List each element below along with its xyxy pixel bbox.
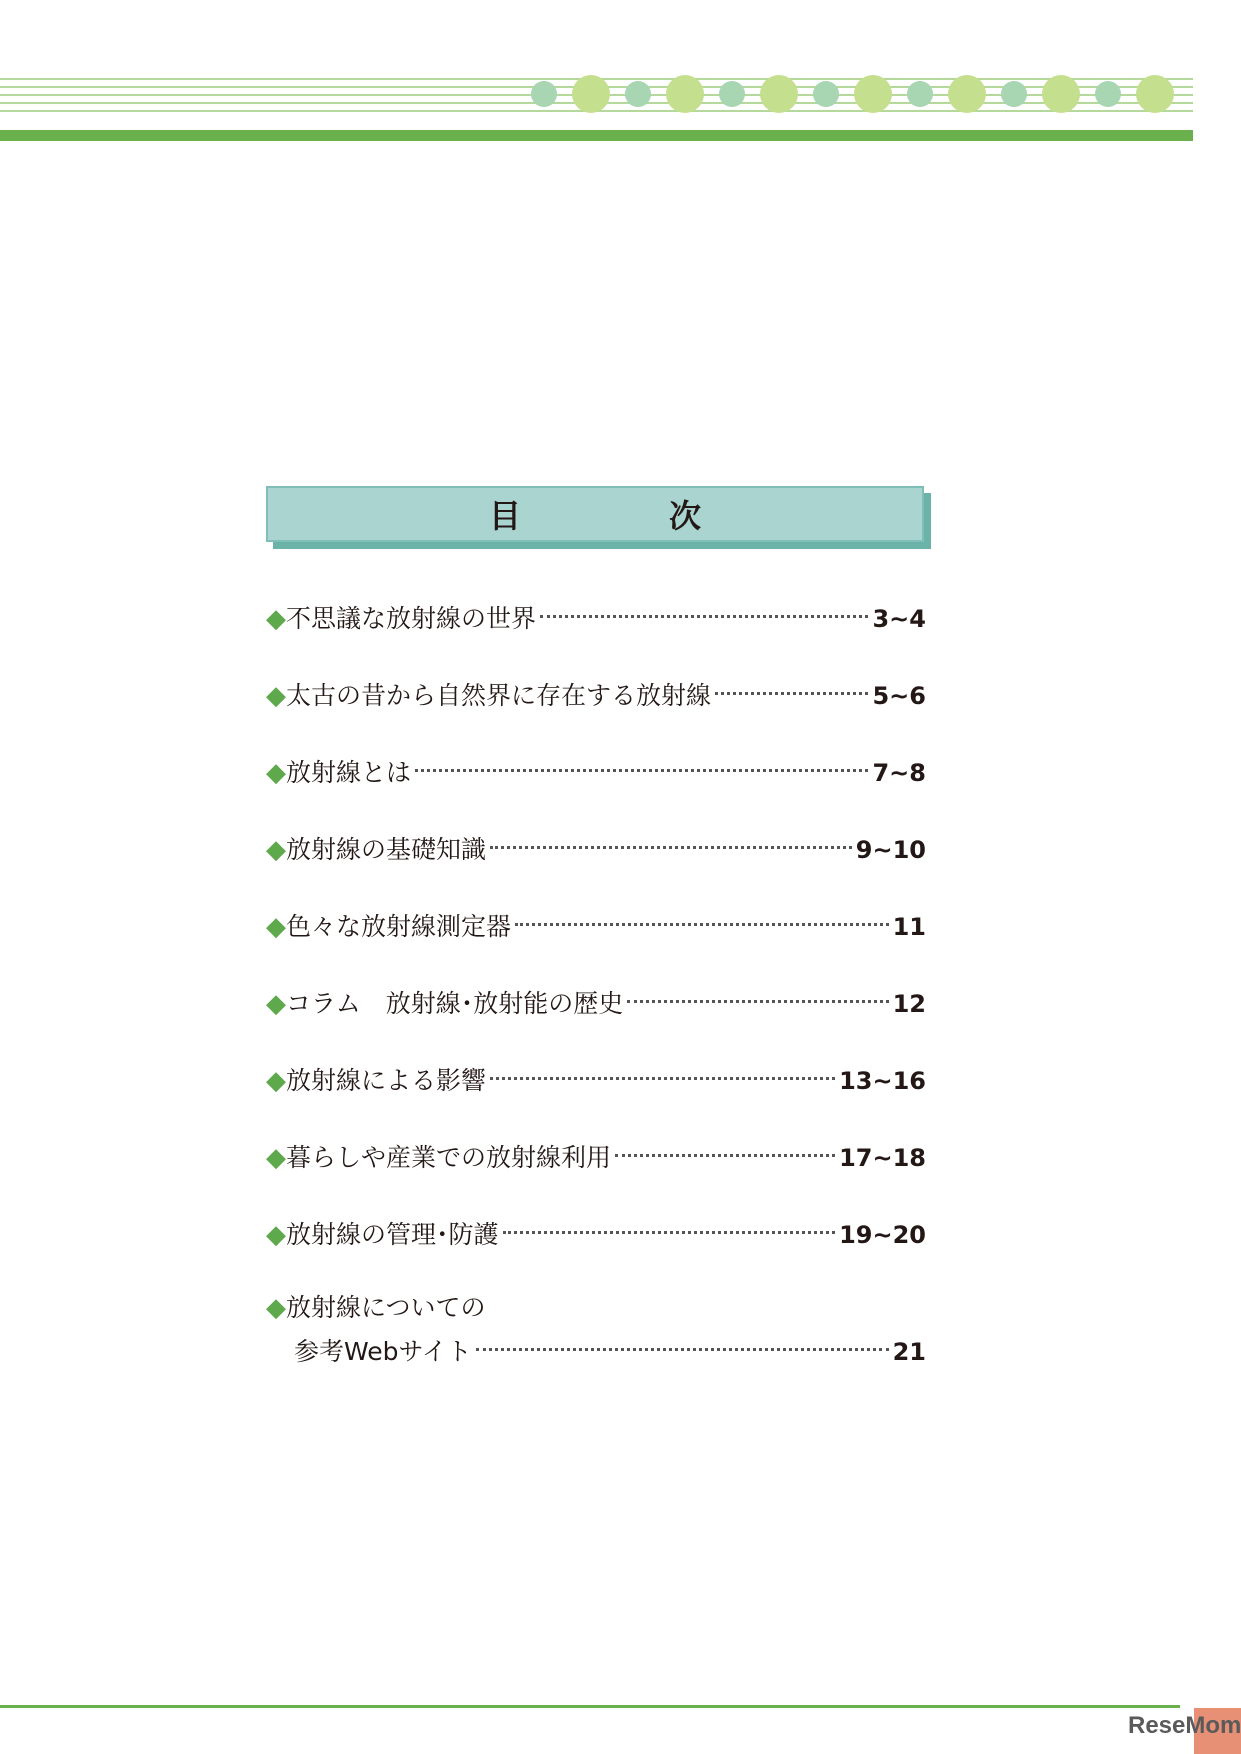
toc-label-continued: 参考Webサイト xyxy=(294,1337,472,1366)
toc-item[interactable] xyxy=(266,672,926,749)
header-green-bar xyxy=(0,130,1193,141)
toc-item[interactable] xyxy=(266,749,926,826)
header-dot xyxy=(854,75,892,113)
header-dot xyxy=(719,81,745,107)
toc-item[interactable] xyxy=(266,1211,926,1288)
toc-item[interactable] xyxy=(266,1134,926,1211)
toc-page: 9~10 xyxy=(855,836,926,864)
dot-leader xyxy=(415,769,868,772)
toc-label: 放射線の基礎知識 xyxy=(286,835,487,864)
toc-label: 太古の昔から自然界に存在する放射線 xyxy=(286,681,712,710)
toc-page: 3~4 xyxy=(872,605,926,633)
toc-label: 放射線とは xyxy=(286,758,412,787)
toc-page: 19~20 xyxy=(839,1221,926,1249)
watermark-logo: ReseMom xyxy=(1128,1712,1241,1739)
dot-leader xyxy=(503,1231,836,1234)
header-dot xyxy=(1095,81,1121,107)
dot-leader xyxy=(627,1000,888,1003)
dot-leader xyxy=(490,846,852,849)
dot-leader xyxy=(715,692,868,695)
toc-page: 12 xyxy=(892,990,926,1018)
bullet-diamond-icon: ◆ xyxy=(266,1293,286,1323)
toc-page: 5~6 xyxy=(872,682,926,710)
toc-page: 11 xyxy=(892,913,926,941)
toc-label: 放射線による影響 xyxy=(286,1066,487,1095)
bullet-diamond-icon: ◆ xyxy=(266,604,286,634)
header-dot xyxy=(1042,75,1080,113)
dot-leader xyxy=(515,923,889,926)
bullet-diamond-icon: ◆ xyxy=(266,1066,286,1096)
toc-item[interactable] xyxy=(266,1057,926,1134)
dot-leader xyxy=(615,1154,835,1157)
bullet-diamond-icon: ◆ xyxy=(266,758,286,788)
toc-label: 暮らしや産業での放射線利用 xyxy=(286,1143,612,1172)
header-dot xyxy=(907,81,933,107)
dot-leader xyxy=(540,615,868,618)
bullet-diamond-icon: ◆ xyxy=(266,1220,286,1250)
bullet-diamond-icon: ◆ xyxy=(266,1143,286,1173)
bullet-diamond-icon: ◆ xyxy=(266,989,286,1019)
header-dot xyxy=(948,75,986,113)
toc-title-box xyxy=(266,486,924,542)
toc-item[interactable] xyxy=(266,595,926,672)
toc-label: コラム 放射線･放射能の歴史 xyxy=(286,989,624,1018)
header-dot xyxy=(1001,81,1027,107)
toc-label: 色々な放射線測定器 xyxy=(286,912,512,941)
bullet-diamond-icon: ◆ xyxy=(266,681,286,711)
toc-item[interactable] xyxy=(266,903,926,980)
header-dot xyxy=(813,81,839,107)
page-title: 目 次 xyxy=(488,497,759,535)
bullet-diamond-icon: ◆ xyxy=(266,912,286,942)
header-decoration xyxy=(0,0,1241,150)
dot-leader xyxy=(490,1077,835,1080)
toc-item[interactable] xyxy=(266,826,926,903)
table-of-contents xyxy=(266,595,926,1365)
header-dot xyxy=(625,81,651,107)
header-dot xyxy=(666,75,704,113)
toc-label: 放射線の管理･防護 xyxy=(286,1220,499,1249)
dot-leader xyxy=(476,1348,889,1351)
toc-page: 7~8 xyxy=(872,759,926,787)
toc-page: 21 xyxy=(892,1338,926,1366)
footer-rule xyxy=(0,1705,1180,1708)
header-dot xyxy=(531,81,557,107)
bullet-diamond-icon: ◆ xyxy=(266,835,286,865)
toc-page: 13~16 xyxy=(839,1067,926,1095)
toc-item[interactable] xyxy=(266,980,926,1057)
header-dot xyxy=(1136,75,1174,113)
toc-item[interactable] xyxy=(266,1288,926,1365)
header-dot xyxy=(760,75,798,113)
header-dot xyxy=(572,75,610,113)
toc-page: 17~18 xyxy=(839,1144,926,1172)
toc-label: 不思議な放射線の世界 xyxy=(286,604,537,633)
toc-label: 放射線についての xyxy=(286,1293,486,1322)
